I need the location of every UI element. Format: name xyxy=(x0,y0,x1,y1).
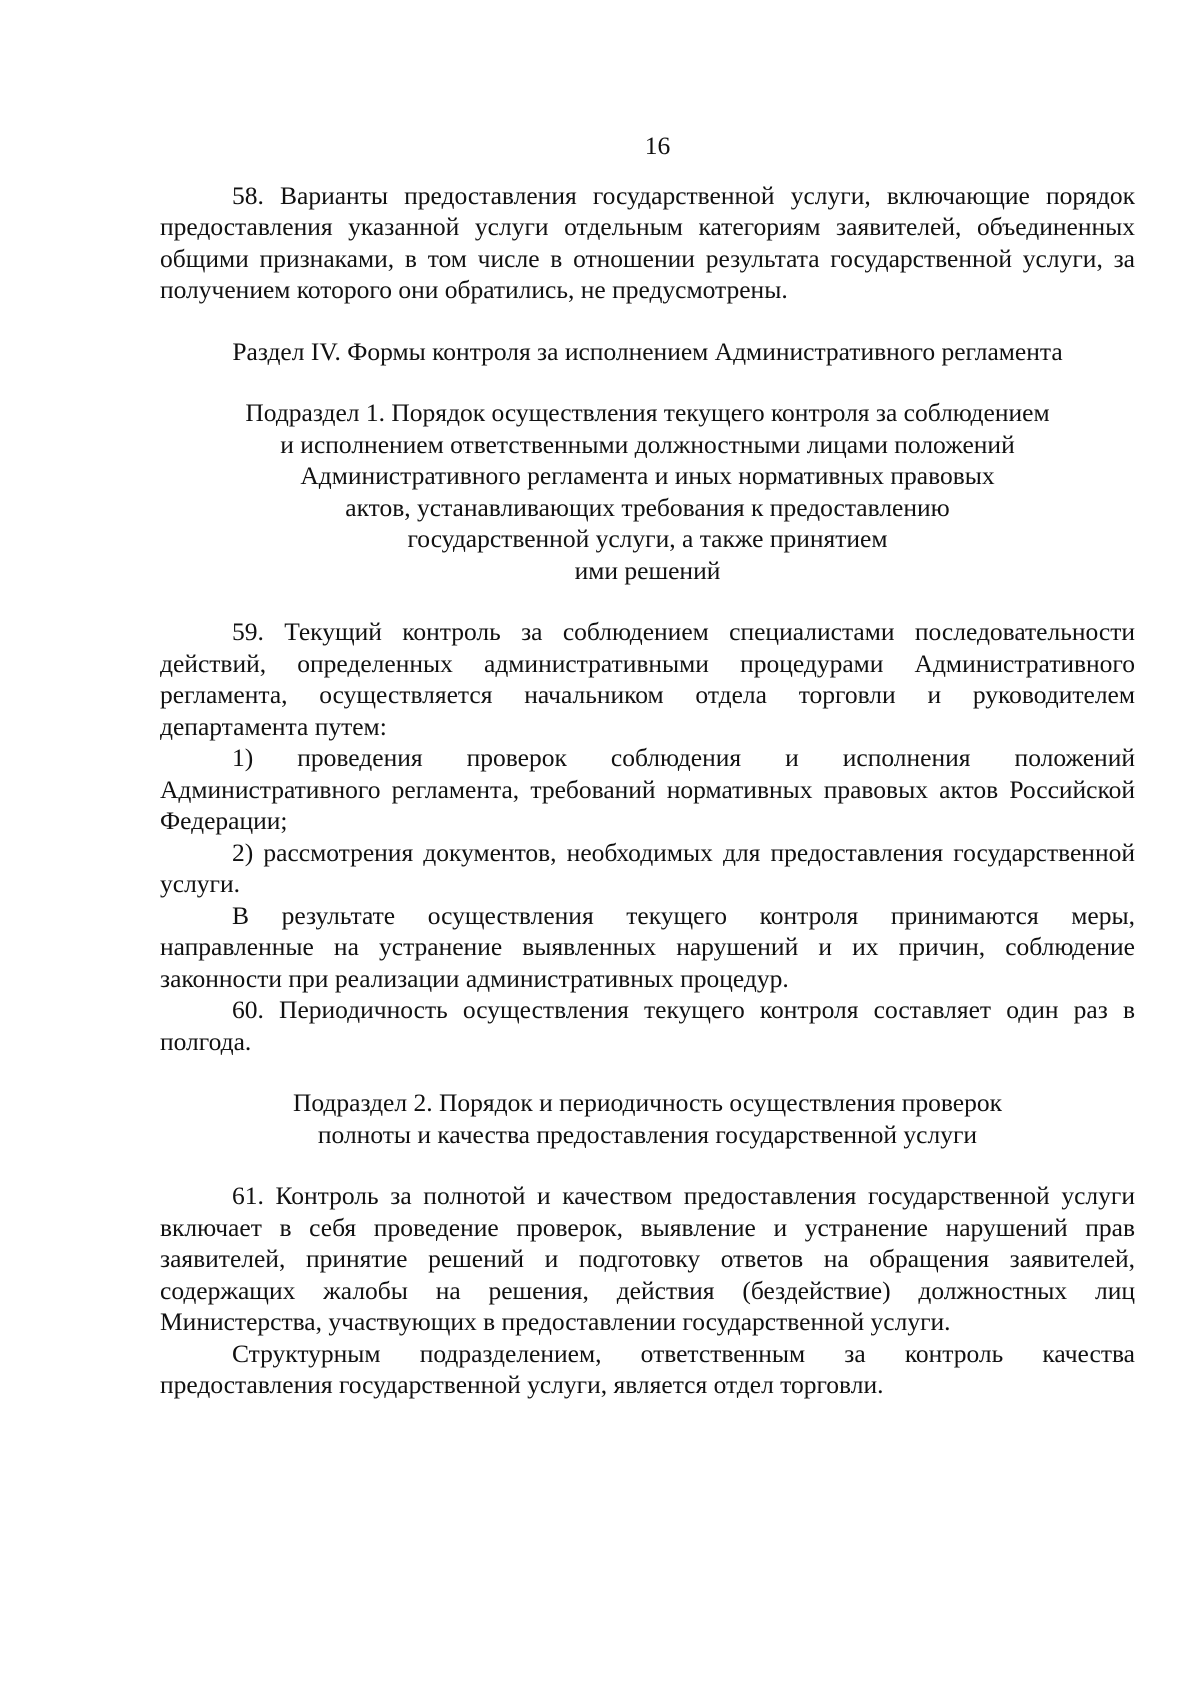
paragraph-59-item-1: 1) проведения проверок соблюдения и исполнения положений Административного регламента, требований нормативных правовых актов Российской Федерации; xyxy=(160,743,1135,835)
paragraph-59-item-2: 2) рассмотрения документов, необходимых для предоставления государственной услуги. xyxy=(160,837,1135,898)
subsection-1-title-line: Административного регламента и иных нормативных правовых xyxy=(300,461,995,490)
paragraph-59-result: В результате осуществления текущего контроля принимаются меры, направленные на устранение выявленных нарушений и их причин, соблюдение законности при реализации административных процедур. xyxy=(160,900,1135,993)
subsection-2-title-line: Подраздел 2. Порядок и периодичность осуществления проверок xyxy=(292,1088,1002,1117)
section-iv-title: Раздел IV. Формы контроля за исполнением Административного регламента xyxy=(232,336,1063,366)
document-page xyxy=(160,130,1135,1401)
subsection-2-title-line: полноты и качества предоставления государственной услуги xyxy=(317,1119,978,1149)
page-number: 16 xyxy=(644,131,671,160)
subsection-2-title xyxy=(160,1087,1135,1150)
subsection-1-title-line: актов, устанавливающих требования к предоставлению xyxy=(345,492,950,522)
subsection-1-title-line: Подраздел 1. Порядок осуществления текущего контроля за соблюдением xyxy=(245,398,1050,427)
subsection-1-title-line: государственной услуги, а также принятием xyxy=(407,524,888,553)
paragraph-61-unit: Структурным подразделением, ответственным за контроль качества предоставления государственной услуги, является отдел торговли. xyxy=(160,1338,1135,1399)
subsection-1-title-line: и исполнением ответственными должностными лицами положений xyxy=(280,429,1015,459)
paragraph-60: 60. Периодичность осуществления текущего контроля составляет один раз в полгода. xyxy=(160,995,1135,1056)
paragraph-58: 58. Варианты предоставления государственной услуги, включающие порядок предоставления указанной услуги отдельным категориям заявителей, объединенных общими признаками, в том числе в отношении результата государственной услуги, за получением которого они обратились, не предусмотрены. xyxy=(160,180,1135,304)
paragraph-59: 59. Текущий контроль за соблюдением специалистами последовательности действий, определенных административными процедурами Административного регламента, осуществляется начальником отдела торговли и руководителем департамента путем: xyxy=(160,617,1135,741)
paragraph-61: 61. Контроль за полнотой и качеством предоставления государственной услуги включает в себя проведение проверок, выявление и устранение нарушений прав заявителей, принятие решений и подготовку ответов на обращения заявителей, содержащих жалобы на решения, действия (бездействие) должностных лиц Министерства, участвующих в предоставлении государственной услуги. xyxy=(160,1181,1135,1336)
subsection-1-title-line: ими решений xyxy=(574,555,721,585)
subsection-1-title xyxy=(160,397,1135,586)
